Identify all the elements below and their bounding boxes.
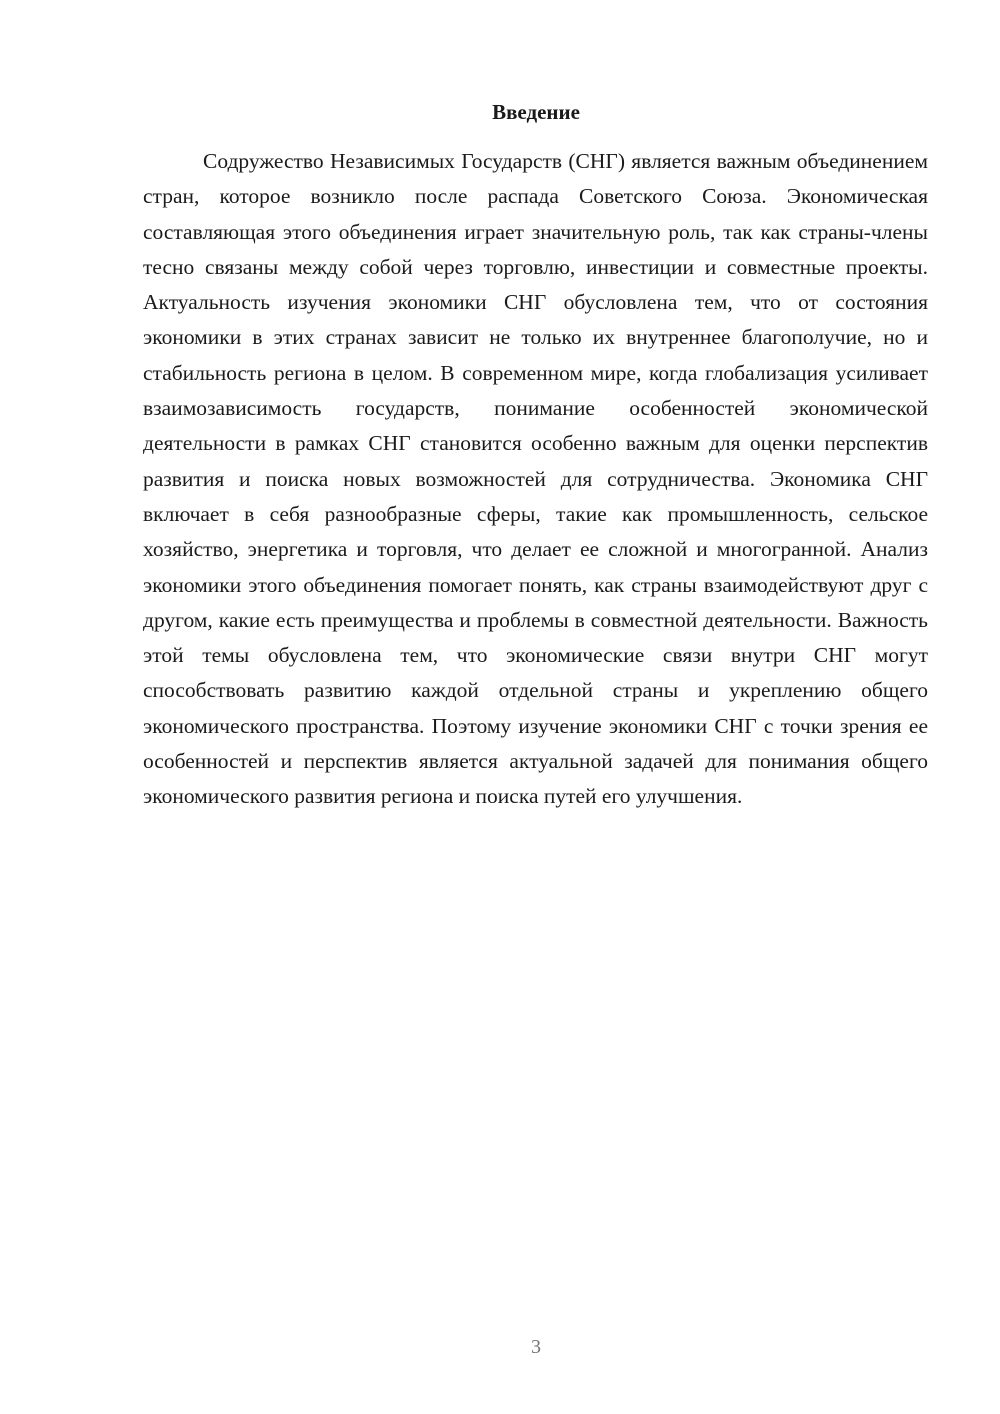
section-heading: Введение	[492, 100, 580, 124]
page-number: 3	[531, 1336, 541, 1358]
body-paragraph: Содружество Независимых Государств (СНГ) является важным объединением стран, которое возникло после распада Советского Союза. Экономическая составляющая этого объединения играет значительную роль, так как страны-члены тесно связаны между собой через торговлю, инвестиции и совместные проекты. Актуальность изучения экономики СНГ обусловлена тем, что от состояния экономики в этих странах зависит не только их внутреннее благополучие, но и стабильность региона в целом. В современном мире, когда глобализация усиливает взаимозависимость государств, понимание особенностей экономической деятельности в рамках СНГ становится особенно важным для оценки перспектив развития и поиска новых возможностей для сотрудничества. Экономика СНГ включает в себя разнообразные сферы, такие как промышленность, сельское хозяйство, энергетика и торговля, что делает ее сложной и многогранной. Анализ экономики этого объединения помогает понять, как страны взаимодействуют друг с другом, какие есть преимущества и проблемы в совместной деятельности. Важность этой темы обусловлена тем, что экономические связи внутри СНГ могут способствовать развитию каждой отдельной страны и укреплению общего экономического пространства. Поэтому изучение экономики СНГ с точки зрения ее особенностей и перспектив является актуальной задачей для понимания общего экономического развития региона и поиска путей его улучшения.	[143, 149, 928, 809]
